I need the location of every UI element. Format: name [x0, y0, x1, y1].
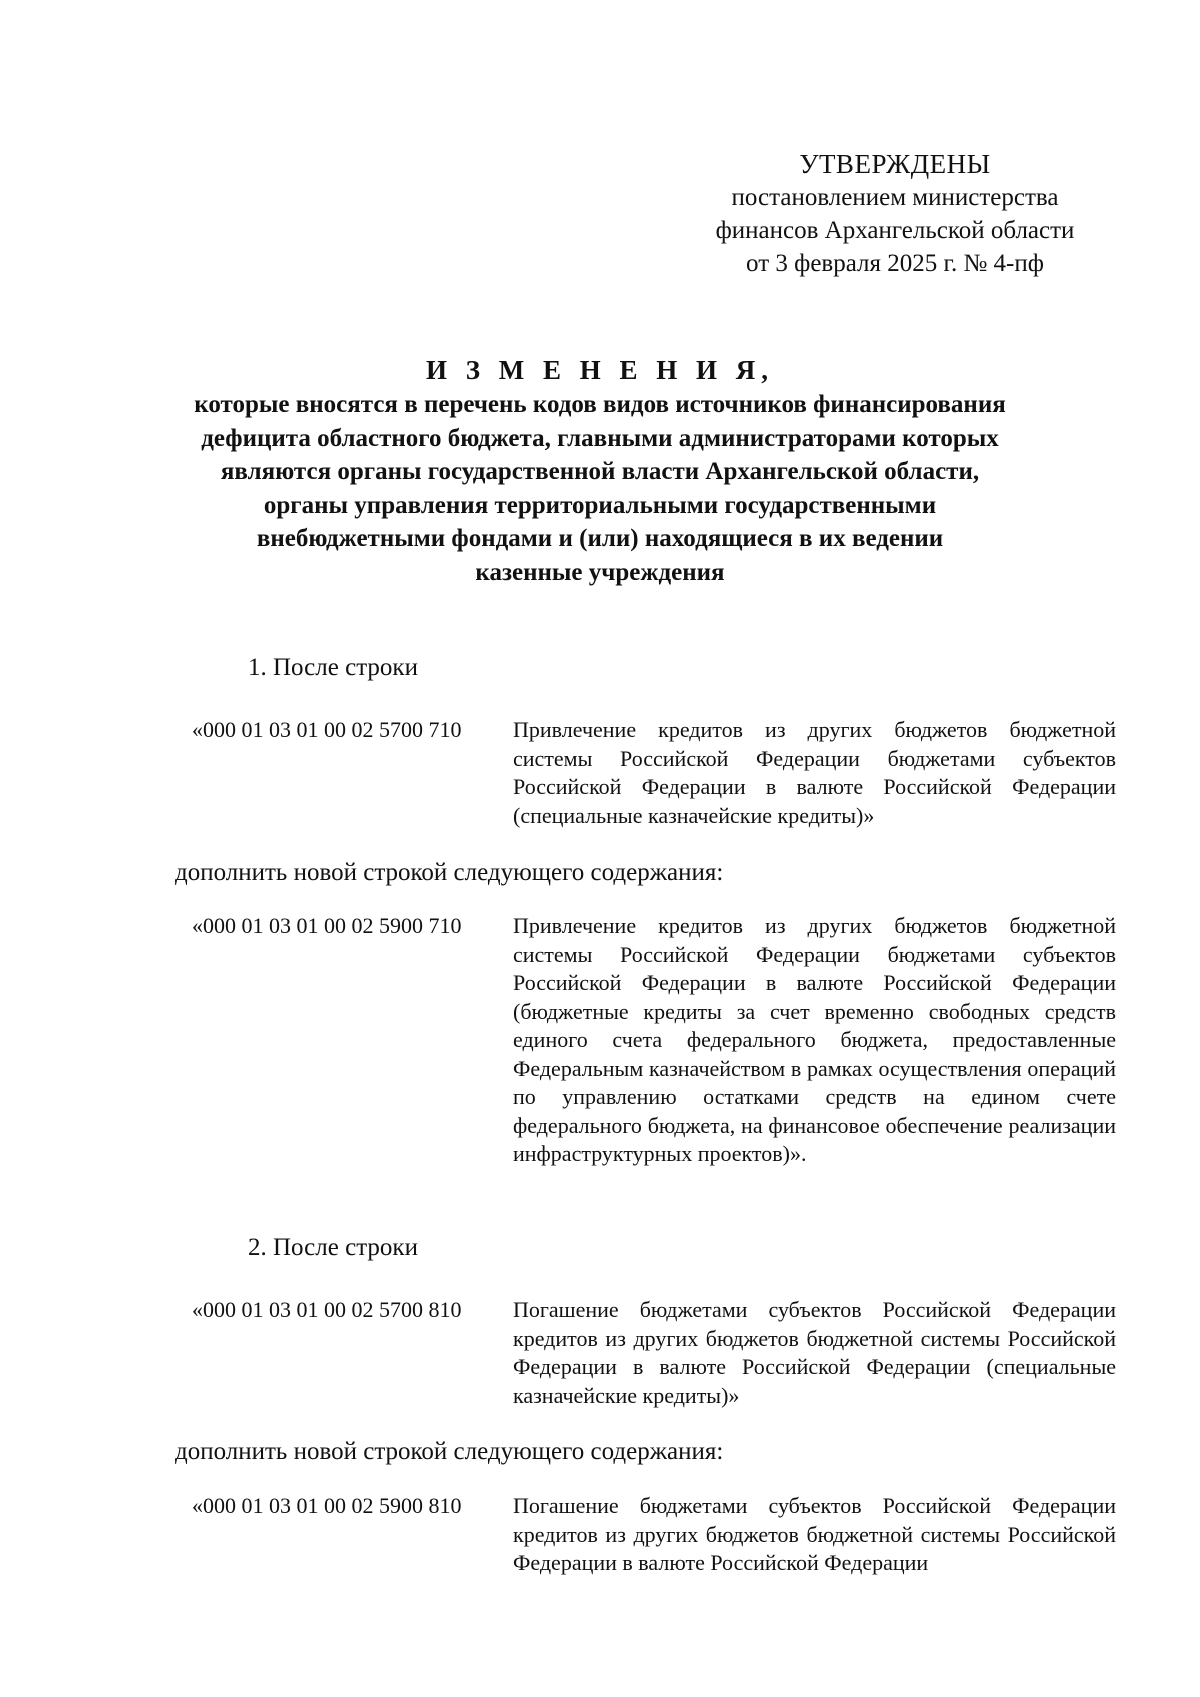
document-subtitle-line: дефицита областного бюджета, главными администраторами которых [201, 424, 999, 452]
instruction-text: дополнить новой строкой следующего содержания: [175, 1438, 724, 1465]
document-subtitle-line: казенные учреждения [475, 558, 725, 586]
approval-date-number: от 3 февраля 2025 г. № 4-пф [746, 250, 1044, 277]
document-subtitle-line: являются органы государственной власти Архангельской области, [220, 458, 980, 485]
approval-line: постановлением министерства [731, 184, 1059, 211]
source-code: «000 01 03 01 00 02 5700 710 [192, 717, 462, 742]
source-code: «000 01 03 01 00 02 5700 810 [192, 1297, 462, 1322]
document-title-block [150, 352, 1050, 589]
approval-line: финансов Архангельской области [715, 217, 1075, 244]
source-description: Привлечение кредитов из других бюджетов бюджетной системы Российской Федерации бюджетами субъектов Российской Федерации в валюте Российской Федерации (бюджетные кредиты за счет временно свободных средств единого счета федерального бюджета, предоставленные Федеральным казначейством в рамках осуществления операций по управлению остатками средств на едином счете федерального бюджета, на финансовое обеспечение реализации инфраструктурных проектов)». [513, 913, 1116, 1166]
document-subtitle-line: внебюджетными фондами и (или) находящиеся в их ведении [256, 525, 944, 552]
source-description: Привлечение кредитов из других бюджетов бюджетной системы Российской Федерации бюджетами субъектов Российской Федерации в валюте Российской Федерации (специальные казначейские кредиты)» [513, 717, 1116, 828]
approval-block [685, 148, 1105, 280]
document-subtitle-line: которые вносятся в перечень кодов видов источников финансирования [194, 391, 1006, 418]
item-heading: 2. После строки [248, 1234, 418, 1261]
item-heading: 1. После строки [248, 654, 418, 681]
source-code: «000 01 03 01 00 02 5900 810 [192, 1493, 462, 1518]
document-title: И З М Е Н Е Н И Я, [425, 355, 774, 385]
instruction-text: дополнить новой строкой следующего содержания: [175, 859, 724, 886]
source-code: «000 01 03 01 00 02 5900 710 [192, 913, 462, 938]
source-description: Погашение бюджетами субъектов Российской Федерации кредитов из других бюджетов бюджетной системы Российской Федерации в валюте Российской Федерации (специальные казначейские кредиты)» [513, 1297, 1116, 1408]
approval-heading: УТВЕРЖДЕНЫ [799, 149, 991, 179]
document-subtitle-line: органы управления территориальными государственными [263, 491, 937, 519]
source-description: Погашение бюджетами субъектов Российской Федерации кредитов из других бюджетов бюджетной системы Российской Федерации в валюте Российской Федерации [513, 1493, 1116, 1575]
